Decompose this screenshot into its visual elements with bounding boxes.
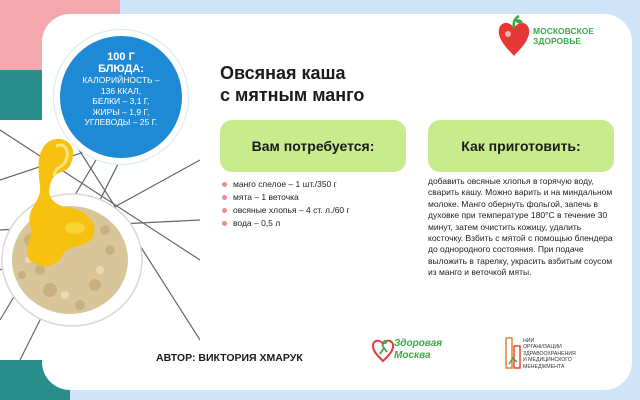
ingredient-text: мята – 1 веточка [233, 192, 299, 202]
bullet-icon [222, 182, 227, 187]
ingredient-text: вода – 0,5 л [233, 218, 281, 228]
ingredient-text: овсяные хлопья – 4 ст. л./60 г [233, 205, 350, 215]
list-item [222, 217, 350, 230]
nutrition-line: ЖИРЫ – 1,9 Г, [92, 106, 150, 117]
nii-text [523, 338, 605, 370]
nutrition-line: КАЛОРИЙНОСТЬ – [82, 75, 160, 85]
nii-line: ЗДРАВООХРАНЕНИЯ [523, 350, 576, 357]
nutrition-badge [54, 30, 188, 164]
recipe-title [220, 62, 364, 106]
apple-heart-icon [497, 14, 531, 58]
ingredients-heading: Вам потребуется: [220, 120, 406, 172]
nii-line: НИИ [523, 338, 535, 344]
runner-heart-icon [372, 336, 394, 366]
bullet-icon [222, 208, 227, 213]
zm-line2: Москва [394, 350, 431, 361]
ingredient-text: манго спелое – 1 шт./350 г [233, 179, 337, 189]
nutrition-line: 136 ККАЛ, [100, 85, 142, 96]
ingredients-list [222, 178, 350, 230]
brand-name [533, 26, 594, 46]
recipe-title-line1: Овсяная каша [220, 63, 346, 83]
zm-line1: Здоровая [394, 338, 443, 349]
zdorovaya-moskva-text [394, 338, 442, 362]
nii-logo [505, 336, 605, 376]
bullet-icon [222, 195, 227, 200]
method-text: добавить овсяные хлопья в горячую воду, сварить кашу. Можно варить и на миндальном молоке. Манго обернуть фольгой, запечь в духовке при температуре 180°С в течение 30 минут, затем очистить кожицу, удалить косточку. Взбить с мятой с помощью блендера до однородного состояния. При подаче выложить в тарелку, украсить взбитым соусом из манго и веточкой мяты. [428, 176, 613, 278]
list-item [222, 204, 350, 217]
zdorovaya-moskva-logo [372, 336, 482, 376]
recipe-title-line2: с мятным манго [220, 85, 365, 105]
list-item [222, 191, 350, 204]
brand-line1: МОСКОВСКОЕ [533, 26, 595, 36]
nii-line: И МЕДИЦИНСКОГО [523, 357, 572, 364]
nutrition-line: УГЛЕВОДЫ – 25 Г. [84, 117, 158, 127]
moscow-health-logo [497, 14, 617, 64]
bullet-icon [222, 221, 227, 226]
method-heading: Как приготовить: [428, 120, 614, 172]
list-item [222, 178, 350, 191]
nii-line: МЕНЕДЖМЕНТА [523, 363, 565, 370]
nutrition-line: БЕЛКИ – 3,1 Г, [92, 96, 150, 106]
nutrition-title: 100 Г [107, 51, 135, 63]
author-credit: АВТОР: ВИКТОРИЯ ХМАРУК [156, 352, 303, 364]
nutrition-subtitle: БЛЮДА: [98, 63, 144, 75]
brand-line2: ЗДОРОВЬЕ [533, 36, 582, 46]
nii-line: ОРГАНИЗАЦИИ [523, 344, 562, 351]
nii-emblem-icon [505, 336, 521, 370]
